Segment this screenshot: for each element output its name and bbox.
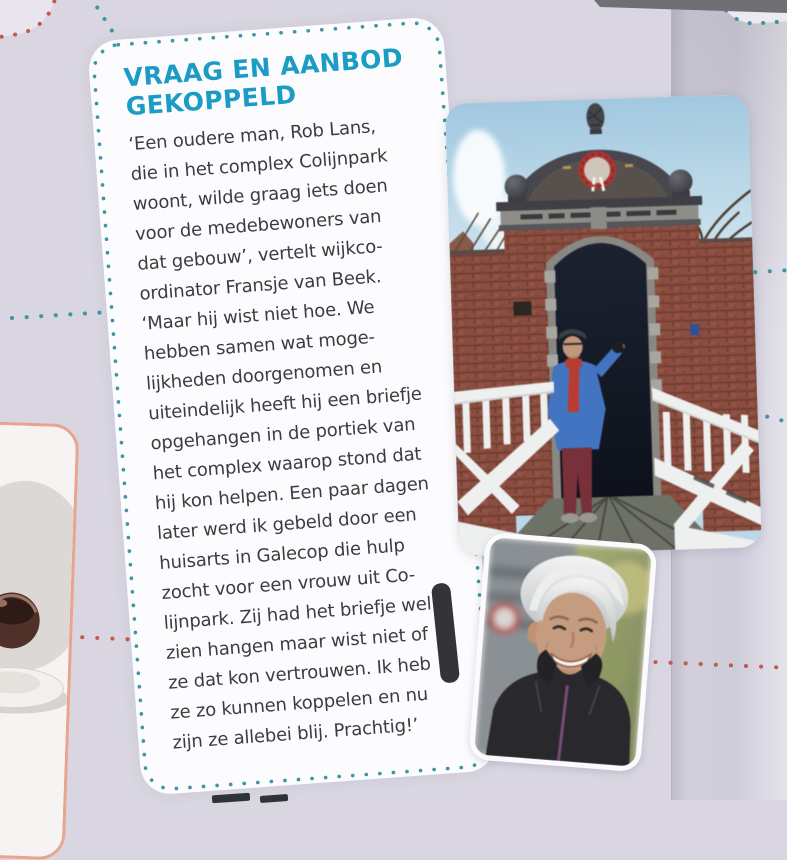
traffic-sign <box>490 604 518 632</box>
next-section-sliver <box>212 793 250 804</box>
portrait-photo <box>474 537 653 767</box>
house-number-plate <box>690 324 699 335</box>
photo-portrait-card <box>468 532 657 773</box>
next-section-sliver <box>260 794 288 803</box>
main-article-card <box>87 16 497 796</box>
article-heading: VRAAG EN AANBOD GEKOPPELD <box>122 42 404 122</box>
top-left-card-corner <box>0 0 63 89</box>
wall-niche <box>513 301 531 316</box>
gate-photo <box>445 94 762 556</box>
cup-photo <box>0 421 76 858</box>
photo-gate-card <box>445 94 762 556</box>
teal-dotted-connector <box>90 0 114 34</box>
article-body: ‘Een oudere man, Rob Lans, die in het complex Colijnpark woont, wilde graag iets doen voor de medebewoners van dat gebouw’, vertelt wijkco- ordinator Fransje van Beek. ‘Maar hij wist niet hoe. We hebben samen wat moge- lijkheden doorgenomen en uiteindelijk heeft hij een briefje opgehangen in de portiek van het complex waarop stond dat hij kon helpen. Een paar dagen later werd ik gebeld door een huisarts in Galecop die hulp zocht voor een vrouw uit Co- lijnpark. Zij had het briefje wel zien hangen maar wist niet of ze dat kon vertrouwen. Ik heb ze zo kunnen koppelen en nu zijn ze allebei blij. Prachtig!’ <box>127 116 433 754</box>
scan-edge-strip <box>594 0 787 13</box>
glasses <box>564 344 583 345</box>
